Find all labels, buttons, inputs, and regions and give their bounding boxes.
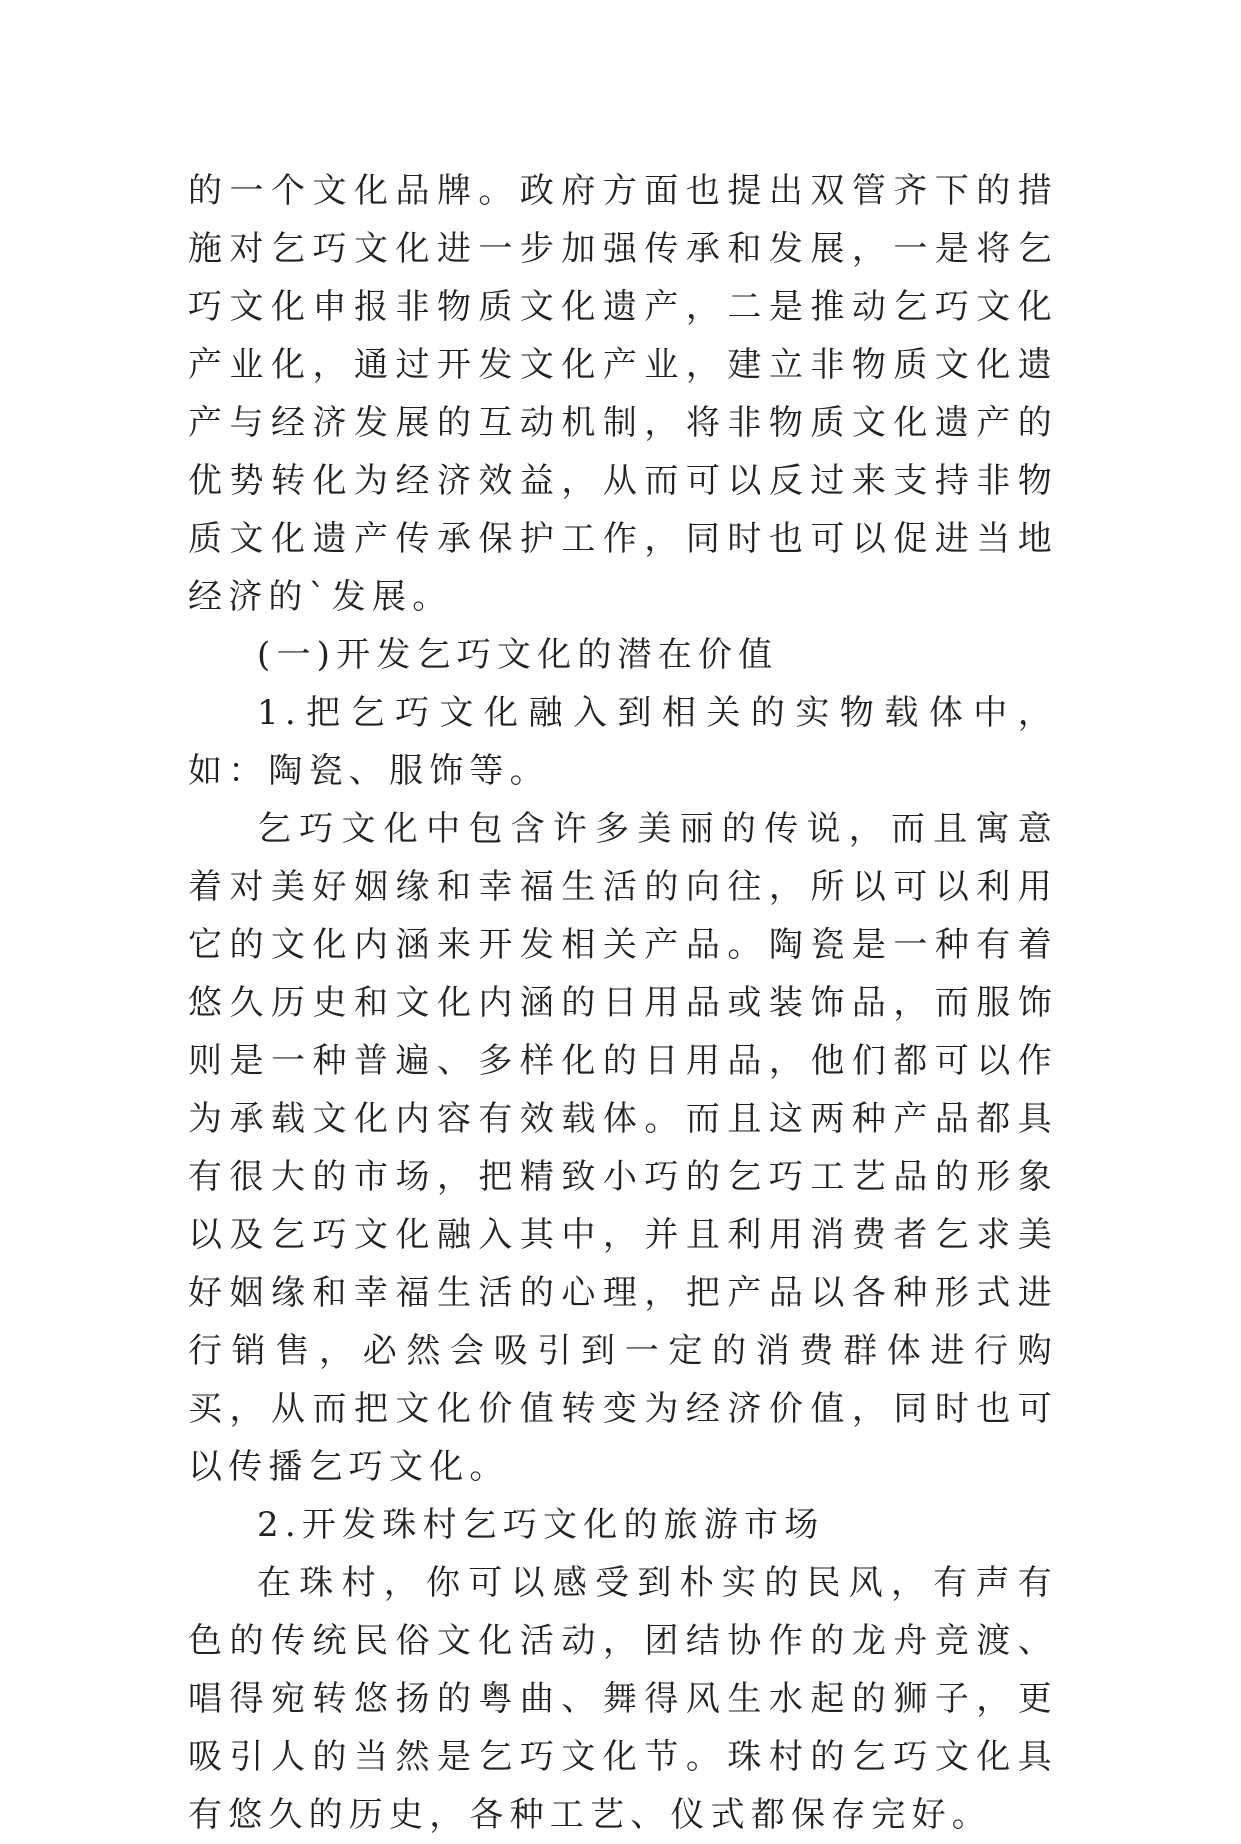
document-body <box>188 162 1058 1844</box>
section-heading-potential-value: (一)开发乞巧文化的潜在价值 <box>257 635 779 675</box>
subheading-tourism-market: 2.开发珠村乞巧文化的旅游市场 <box>257 1505 825 1545</box>
paragraph-products: 乞巧文化中包含许多美丽的传说，而且寓意着对美好姻缘和幸福生活的向往，所以可以利用它的文化内涵来开发相关产品。陶瓷是一种有着悠久历史和文化内涵的日用品或装饰品，而服饰则是一种普遍、多样化的日用品，他们都可以作为承载文化内容有效载体。而且这两种产品都具有很大的市场，把精致小巧的乞巧工艺品的形象以及乞巧文化融入其中，并且利用消费者乞求美好姻缘和幸福生活的心理，把产品以各种形式进行销售，必然会吸引到一定的消费群体进行购买，从而把文化价值转变为经济价值，同时也可以传播乞巧文化。 <box>188 809 1058 1487</box>
paragraph-zhucun: 在珠村，你可以感受到朴实的民风，有声有色的传统民俗文化活动，团结协作的龙舟竞渡、唱得宛转悠扬的粤曲、舞得风生水起的狮子，更吸引人的当然是乞巧文化节。珠村的乞巧文化具有悠久的历史，各种工艺、仪式都保存完好。 <box>188 1563 1058 1835</box>
paragraph-intro: 的一个文化品牌。政府方面也提出双管齐下的措施对乞巧文化进一步加强传承和发展，一是将乞巧文化申报非物质文化遗产，二是推动乞巧文化产业化，通过开发文化产业，建立非物质文化遗产与经济发展的互动机制，将非物质文化遗产的优势转化为经济效益，从而可以反过来支持非物质文化遗产传承保护工作，同时也可以促进当地经济的`发展。 <box>188 171 1058 617</box>
subheading-physical-carriers: 1.把乞巧文化融入到相关的实物载体中，如：陶瓷、服饰等。 <box>188 693 1058 791</box>
